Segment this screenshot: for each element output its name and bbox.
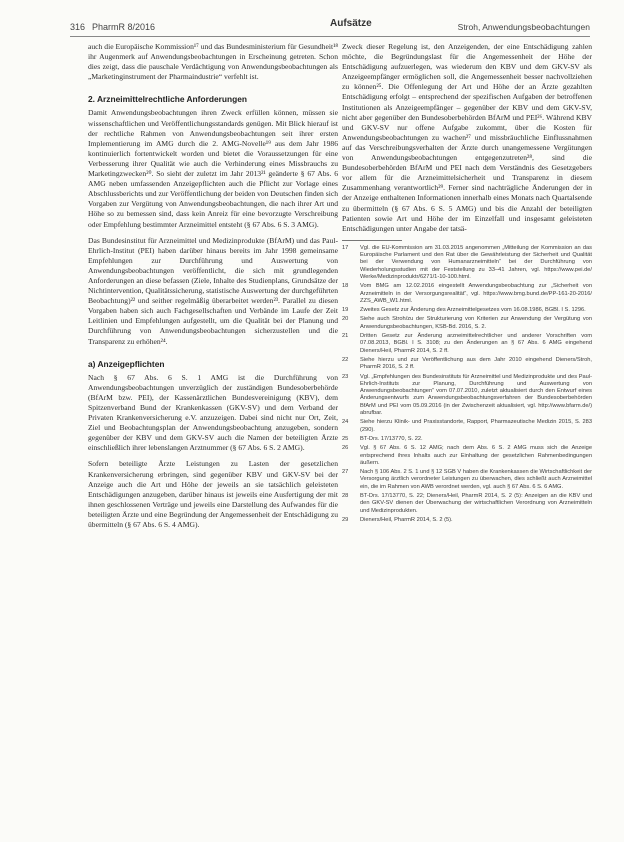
footnote-number: 22 <box>342 356 349 363</box>
footnote <box>342 316 592 331</box>
footnote <box>342 419 592 434</box>
footnote <box>342 357 592 372</box>
footnote <box>342 283 592 305</box>
footnote <box>342 333 592 355</box>
footnote-number: 24 <box>342 419 349 426</box>
header-rule <box>70 36 590 37</box>
footnote-number: 19 <box>342 307 349 314</box>
footnote-separator <box>342 240 402 241</box>
footnote-number: 18 <box>342 283 349 290</box>
footnote-text: BT-Drs. 17/13770, S. 22; Dieners/Heil, PharmR 2014, S. 2 (5): Anzeigen an die KBV und den GKV-SV dienen der Überwachung der wirtschaftlichen Verordnung von Arzneimitteln und Medizinprodukten. <box>360 492 592 514</box>
section-heading: 2. Arzneimittelrechtliche Anforderungen <box>88 94 247 105</box>
footnote-list <box>342 245 592 524</box>
footnote-number: 17 <box>342 244 349 251</box>
footnote-text: Vgl. „Empfehlungen des Bundesinstituts für Arzneimittel und Medizinprodukte und des Paul-Ehrlich-Instituts zur Planung, Durchführung und Auswertung von Anwendungsbeobachtungen“ vom 07.07.2010, zuletzt aktualisiert durch den Entwurf eines Änderungsentwurfs zum Anwendungsbeobachtungsverfahren der Bundesoberbehörden BfArM und PEI vom 05.09.2016 (in der Zwischenzeit aktualisiert, vgl. http://www.bfarm.de/) abrufbar. <box>360 373 592 417</box>
footnote <box>342 307 592 314</box>
footnote-text: Nach § 106 Abs. 2 S. 1 und § 12 SGB V haben die Krankenkassen die Wirtschaftlichkeit der Versorgung ärztlich verordneter Leistungen zu überwachen, dies schließt auch Arzneimittel ein, die im Rahmen von AWB verordnet werden, vgl. auch § 67 Abs. 6 S. 6 AMG. <box>360 469 592 490</box>
footnote-number: 20 <box>342 316 349 323</box>
footnote-text: Vom BMG am 12.02.2016 eingestellt Anwendungsbeobachtung zur „Sicherheit von Arzneimitteln in der Versorgungsrealität“, vgl. https://www.bmg.bund.de/PP-161-20-2016/ ZZS_AWB_W1.html. <box>360 283 592 304</box>
footnote-number: 27 <box>342 469 349 476</box>
page-number: 316 <box>70 22 86 32</box>
running-title: Stroh, Anwendungsbeobachtungen <box>457 22 590 32</box>
footnote-text: Vgl. die EU-Kommission am 31.03.2015 angenommen „Mitteilung der Kommission an das Europäische Parlament und den Rat über die Gewährleistung der Sicherheit und Qualität bei der Verwendung von Humanarzneimitteln“ bei der Durchführung von Wiederholungsstudien mit der Feststellung zu 33–41 Jahren, vgl. https://www.pei.de/ Werke/Medizinproduktr/6271/1-10-100.html. <box>360 244 592 280</box>
subsection-heading: a) Anzeigepflichten <box>88 358 165 369</box>
footnote-text: BT-Drs. 17/13770, S. 22. <box>360 435 423 442</box>
paragraph: auch die Europäische Kommission¹⁷ und das Bundesministerium für Gesundheit¹⁸ ihr Augenmerk auf Anwendungsbeobachtungen in Erscheinung getreten. Schon dies zeigt, dass die pauschale Verdächtigung von Anwendungsbeobachtungen als „Marketinginstrument der Pharmaindustrie“ verfehlt ist. <box>88 42 338 82</box>
footnote-number: 29 <box>342 516 349 523</box>
footnote <box>342 469 592 491</box>
footnote <box>342 436 592 443</box>
right-column <box>342 42 592 526</box>
footnote <box>342 493 592 515</box>
footnote-text: Dieners/Heil, PharmR 2014, S. 2 (5). <box>360 516 453 523</box>
footnote-text: Siehe hierzu und zur Veröffentlichung aus dem Jahr 2010 eingehend Dieners/Stroh, PharmR 2016, S. 2 ff. <box>360 356 592 371</box>
paragraph: Sofern beteiligte Ärzte Leistungen zu Lasten der gesetzlichen Krankenversicherung erbringen, sind gegenüber KBV und GKV-SV bei der Anzeige auch die Art und Höhe der jeweils an sie tatsächlich geleisteten Entschädigungen anzugeben, darüber hinaus ist jeweils eine Ausfertigung der mit ihnen geschlossenen Verträge und jeweils eine Darstellung des Aufwandes für die beteiligten Ärzte und eine Begründung der Angemessenheit der Entschädigung zu übermitteln (§ 67 Abs. 6 S. 4 AMG). <box>88 459 338 530</box>
footnote <box>342 245 592 281</box>
footnote-number: 26 <box>342 445 349 452</box>
footnote-text: Vgl. § 67 Abs. 6 S. 12 AMG; nach dem Abs. 6 S. 2 AMG muss sich die Anzeige entsprechend ihres Inhalts auch zur Einhaltung der gesetzlichen Rahmenbedingungen äußern. <box>360 445 592 466</box>
paragraph: Damit Anwendungsbeobachtungen ihren Zweck erfüllen können, müssen sie wissenschaftlichen und Veröffentlichungsstandards genügen. Mit Blick hierauf ist der rechtliche Rahmen von Anwendungsbeobachtungen seit ihrer ersten Implementierung im AMG durch die 2. AMG-Novelle¹⁹ aus dem Jahr 1986 kontinuierlich fortentwickelt worden und bietet die Voraussetzungen für eine Verbesserung ihrer Qualität wie auch die Verhinderung eines Missbrauchs zu Marketingzwecken²⁰. So sieht der zuletzt im Jahr 2013²¹ geänderte § 67 Abs. 6 AMG neben umfassenden Anzeigepflichten auch die Pflicht zur Vorlage eines Abschlussberichts und zur Veröffentlichung der beiden von Deutschen finden sich Vorgaben zur Vergütung von Anwendungsbeobachtungen, die nach ihrer Art und Höhe so zu bemessen sind, dass kein Anreiz für eine bevorzugte Verschreibung oder Empfehlung bestimmter Arzneimittel entsteht (§ 67 Abs. 6 S. 3 AMG). <box>88 108 338 229</box>
footnote-number: 21 <box>342 333 349 340</box>
footnote-number: 25 <box>342 435 349 442</box>
footnote-text: Siehe auch Stroh/zu der Strukturierung von Kriterien zur Anwendung der Vergütung von Anwendungsbeobachtungen, KSB-Bd. 2016, S. 2. <box>360 316 592 330</box>
paragraph: Das Bundesinstitut für Arzneimittel und Medizinprodukte (BfArM) und das Paul-Ehrlich-Institut (PEI) haben darüber hinaus bereits im Jahr 1998 gemeinsame Empfehlungen zur Durchführung und Auswertung von Anwendungsbeobachtungen veröffentlicht, die sich mit grundlegenden Anforderungen an diese befassen (Ziele, Inhalte des Studienplans, Grundsätze der Nichtintervention, Qualitätssicherung, statistische Auswertung der durchgeführten Beobachtung)²² und seither regelmäßig überarbeitet werden²³. Parallel zu diesen Vorgaben haben sich auch Fachgesellschaften und Verbände im Laufe der Zeit Leitlinien und Empfehlungen aufgestellt, um die Qualität bei der Planung und Durchführung von Anwendungsbeobachtungen sicherzustellen und die Transparenz zu erhöhen²⁴. <box>88 235 338 346</box>
footnote <box>342 374 592 418</box>
footnote-text: Siehe hierzu Klinik- und Praxisstandorte, Rapport, Pharmazeutische Medizin 2015, S. 283 (290). <box>360 419 592 433</box>
journal-issue: PharmR 8/2016 <box>92 22 156 32</box>
footnote <box>342 517 592 524</box>
left-column <box>88 42 338 536</box>
footnote <box>342 445 592 467</box>
footnote-number: 23 <box>342 373 349 380</box>
paragraph: Nach § 67 Abs. 6 S. 1 AMG ist die Durchführung von Anwendungsbeobachtungen unverzüglich der zuständigen Bundesoberbehörde (BfArM bzw. PEI), der Kassenärztlichen Bundesvereinigung (KBV), dem Spitzenverband Bund der Krankenkassen (GKV-SV) und dem Verband der Privaten Krankenversicherung e.V. anzuzeigen. Dabei sind nicht nur Ort, Zeit, Ziel und Beobachtungsplan der Anwendungsbeobachtung anzugeben, sondern gegenüber der KBV und dem GKV-SV auch die Namen der beteiligten Ärzte einschließlich ihrer lebenslangen Arztnummer (§ 67 Abs. 6 S. 2 AMG). <box>88 372 338 453</box>
footnote-text: Zweites Gesetz zur Änderung des Arzneimittelgesetzes vom 16.08.1986, BGBl. I S. 1296. <box>360 307 586 314</box>
footnote-text: Dritten Gesetz zur Änderung arzneimittelrechtlicher und anderer Vorschriften vom 07.08.2013, BGBl. I S. 3108; zu den Änderungen an § 67 Abs. 6 AMG eingehend Dieners/Heil, PharmR 2014, S. 2 ff. <box>360 333 592 354</box>
section-label: Aufsätze <box>330 18 372 29</box>
running-header <box>70 16 590 36</box>
footnote-number: 28 <box>342 492 349 499</box>
paragraph: Zweck dieser Regelung ist, den Anzeigenden, der eine Entschädigung zahlen möchte, die Begründungslast für die Angemessenheit der Höhe der Entschädigung aufzuerlegen, was wiederum den KBV und dem GKV-SV als Anzeigeempfänger ermöglichen soll, die Angemessenheit besser nachvollziehen zu können²⁵. Die Offenlegung der Art und Höhe der an Ärzte gezahlten Entschädigung erfolgt – entsprechend der spezifischen Aufgaben der betroffenen Institutionen als Anzeigeempfänger – gegenüber der KBV und dem GKV-SV, nicht aber gegenüber den Bundesoberbehörden BfArM und PEI²⁶. Während KBV und GKV-SV nur offene Aufgabe zukommt, über die Kosten für Anwendungsbeobachtungen zu wachen²⁷ und missbräuchliche Einflussnahmen auf das Verschreibungsverhalten der Ärzte durch unangemessene Vergütungen von Anwendungsbeobachtungen entgegenzutreten²⁸, sind die Bundesoberbehörden BfArM und PEI nach dem Verständnis des Gesetzgebers vor allem für die Arzneimittelsicherheit und Transparenz in diesem Zusammenhang verantwortlich²⁹. Ferner sind nachträgliche Änderungen der in der Anzeige enthaltenen Informationen innerhalb eines Monats nach Quartalsende zu übermitteln (§ 67 Abs. 6 S. 5 AMG) und bis die Anzahl der beteiligten Patienten sowie Art und Höhe der im Einzelfall und insgesamt geleisteten Entschädigungen unter Angabe der tatsä- <box>342 42 592 233</box>
